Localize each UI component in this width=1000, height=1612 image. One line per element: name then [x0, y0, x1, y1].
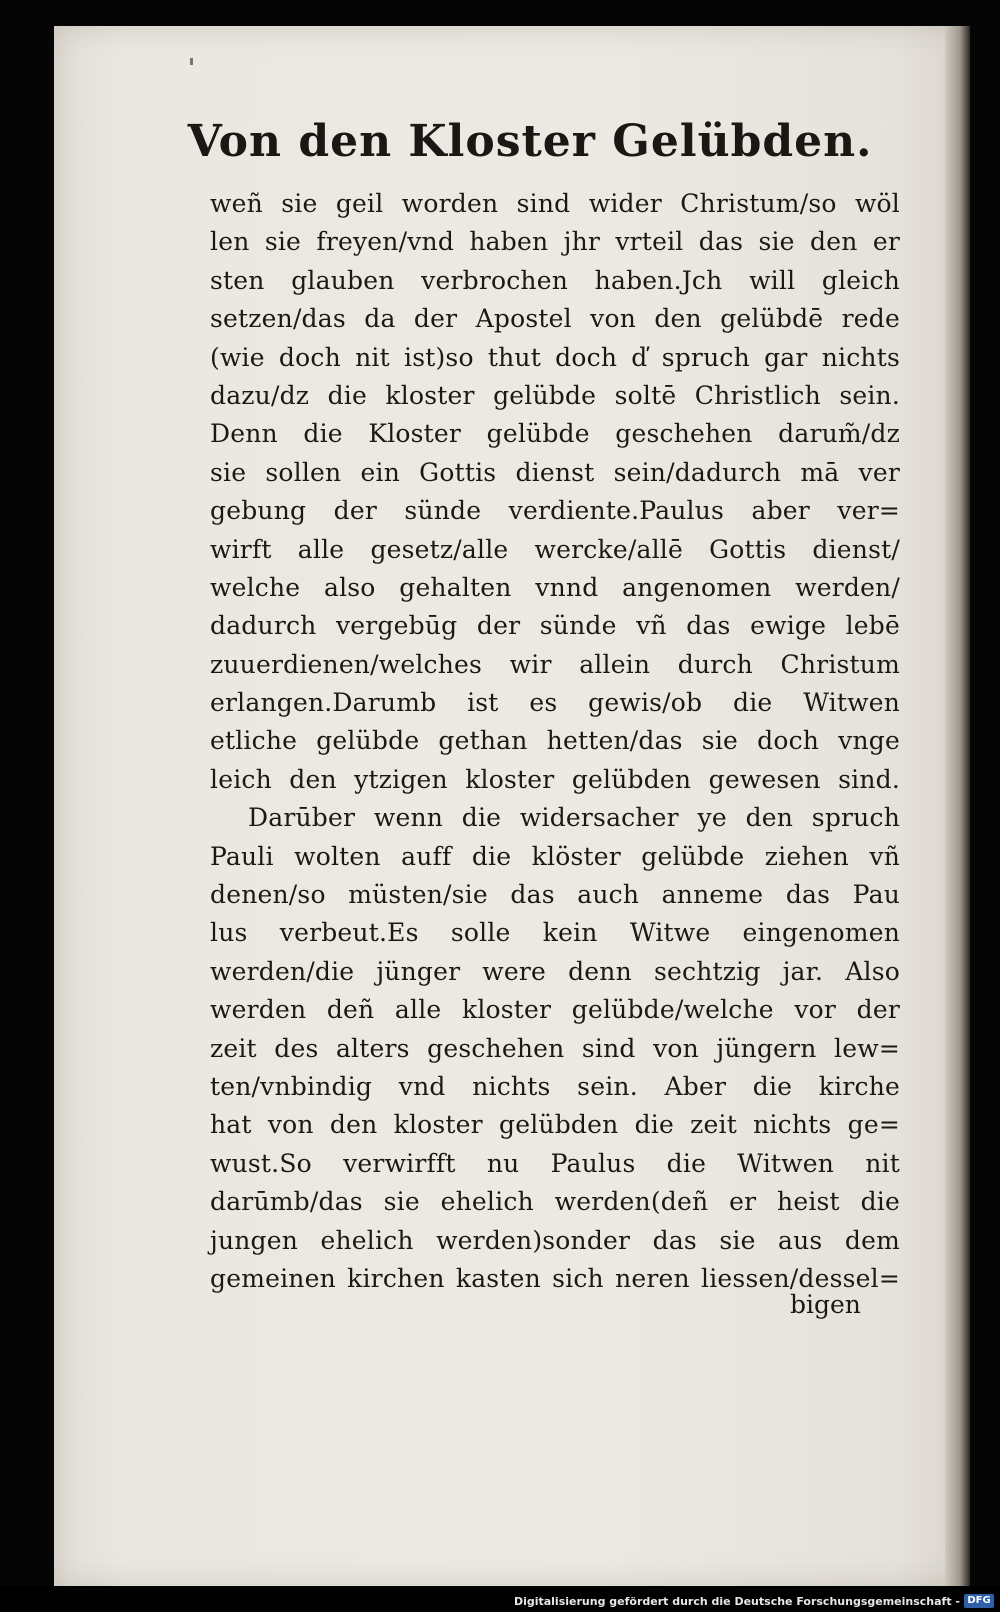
text-line: dazu/dz die kloster gelübde soltē Christlich sein.: [210, 380, 900, 410]
text-line: setzen/das da der Apostel von den gelübdē rede: [210, 304, 900, 334]
footer-bar: [0, 1586, 1000, 1612]
text-line: Darūber wenn die widersacher ye den spruch: [248, 803, 900, 833]
text-line: denen/so müsten/sie das auch anneme das Pau: [210, 880, 900, 910]
text-line: welche also gehalten vnnd angenomen werden/: [210, 572, 900, 602]
text-line: sten glauben verbrochen haben.Jch will gleich: [210, 265, 900, 295]
text-line: jungen ehelich werden)sonder das sie aus dem: [210, 1225, 900, 1255]
text-line: zeit des alters geschehen sind von jüngern lew=: [210, 1033, 900, 1063]
running-head: Von den Kloster Gelübden.: [187, 116, 873, 167]
text-line: hat von den kloster gelübden die zeit nichts ge=: [210, 1110, 900, 1140]
text-line: darūmb/das sie ehelich werden(deñ er heist die: [210, 1187, 900, 1217]
text-line: werden/die jünger were denn sechtzig jar. Also: [210, 956, 900, 986]
text-line: sie sollen ein Gottis dienst sein/dadurch mā ver: [210, 457, 900, 487]
text-line: (wie doch nit ist)so thut doch ď spruch gar nichts: [210, 342, 900, 372]
text-line: zuuerdienen/welches wir allein durch Christum: [210, 649, 900, 679]
text-line: Denn die Kloster gelübde geschehen darum̃/dz: [210, 419, 900, 449]
text-line: werden deñ alle kloster gelübde/welche vor der: [210, 995, 900, 1025]
text-line: lus verbeut.Es solle kein Witwe eingenomen: [210, 918, 900, 948]
dfg-logo: DFG: [964, 1594, 994, 1608]
text-line: leich den ytzigen kloster gelübden gewesen sind.: [210, 764, 900, 794]
text-line: ten/vnbindig vnd nichts sein. Aber die kirche: [210, 1071, 900, 1101]
text-line: gebung der sünde verdiente.Paulus aber ver=: [210, 496, 900, 526]
text-line: Pauli wolten auff die klöster gelübde ziehen vñ: [210, 841, 900, 871]
text-line: erlangen.Darumb ist es gewis/ob die Witwen: [210, 688, 900, 718]
page-gutter: [945, 26, 970, 1586]
text-line: weñ sie geil worden sind wider Christum/so wöl: [210, 189, 900, 218]
page-mark: [190, 58, 193, 65]
text-line: wirft alle gesetz/alle wercke/allē Gottis dienst/: [210, 534, 900, 564]
text-line: wust.So verwirfft nu Paulus die Witwen nit: [210, 1148, 900, 1178]
text-line: etliche gelübde gethan hetten/das sie doch vnge: [210, 726, 900, 756]
footer-credit: Digitalisierung gefördert durch die Deutsche Forschungsgemeinschaft -: [513, 1595, 960, 1608]
text-line: len sie freyen/vnd haben jhr vrteil das sie den er: [210, 227, 900, 257]
text-block: [210, 185, 900, 1298]
catchword: bigen: [790, 1290, 861, 1319]
text-line: gemeinen kirchen kasten sich neren liessen/dessel=: [210, 1263, 900, 1293]
text-line: dadurch vergebūg der sünde vñ das ewige lebē: [210, 611, 900, 641]
